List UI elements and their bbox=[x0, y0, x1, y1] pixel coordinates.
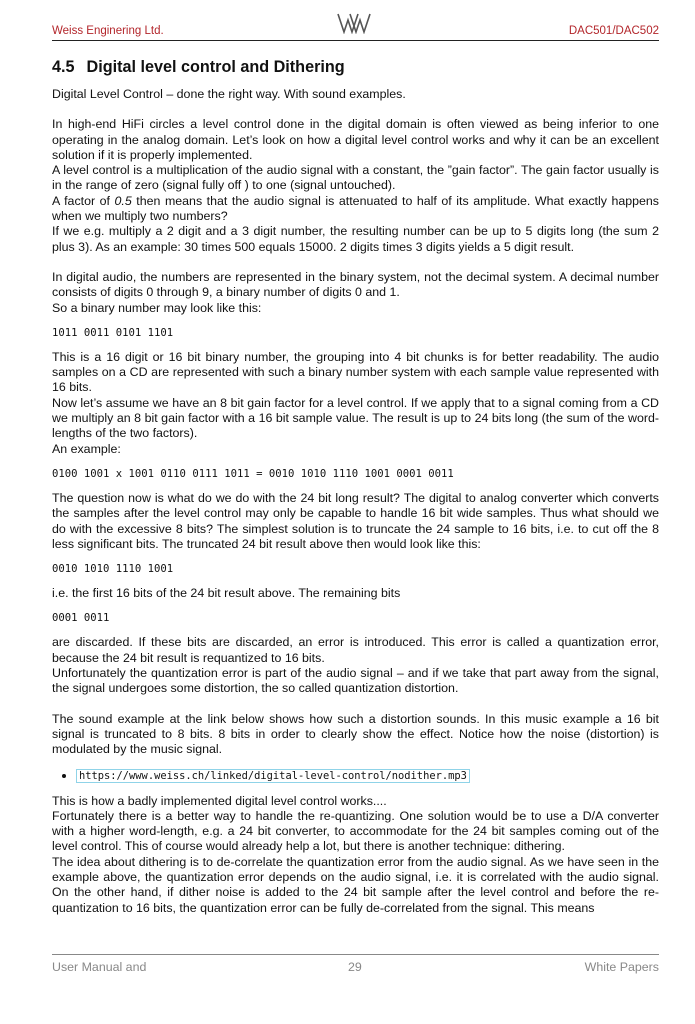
page-number: 29 bbox=[348, 960, 362, 974]
weiss-logo-icon bbox=[336, 12, 372, 34]
emphasis: 0.5 bbox=[114, 193, 132, 208]
paragraph: are discarded. If these bits are discarded, an error is introduced. This error is called a quantization error, because the 24 bit result is requantized to 16 bits. bbox=[52, 635, 659, 665]
link-list bbox=[52, 768, 659, 784]
paragraph: Unfortunately the quantization error is part of the audio signal – and if we take that part away from the signal, the signal undergoes some distortion, the so called quantization distortion. bbox=[52, 666, 659, 696]
paragraph: Fortunately there is a better way to handle the re-quantizing. One solution would be to use a D/A converter with a higher word-length, e.g. a 24 bit converter, to accommodate for the 24 bit samples coming out of the level control. This of course would already help a lot, but there is another technique: dithering. bbox=[52, 808, 659, 854]
paragraph: The sound example at the link below shows how such a distortion sounds. In this music example a 16 bit signal is truncated to 8 bits. 8 bits in order to clearly show the effect. Notice how the noise (distortion) is modulated by the music signal. bbox=[52, 711, 659, 757]
paragraph: This is how a badly implemented digital level control works.... bbox=[52, 793, 387, 808]
paragraph: Digital Level Control – done the right way. With sound examples. bbox=[52, 87, 406, 101]
paragraph: So a binary number may look like this: bbox=[52, 300, 262, 315]
footer-right: White Papers bbox=[584, 960, 659, 974]
code-remaining: 0001 0011 bbox=[52, 612, 110, 625]
paragraph: The idea about dithering is to de-correlate the quantization error from the audio signal. As we have seen in the example above, the quantization error depends on the audio signal, i.e. it is correlated with the audio signal. On the other hand, if dither noise is added to the 24 bit sample after the level control and before the re-quantization to 16 bits, the quantization error can be fully de-correlated from the signal. This means bbox=[52, 854, 659, 915]
sound-example-link[interactable]: https://www.weiss.ch/linked/digital-level-control/nodither.mp3 bbox=[76, 769, 470, 783]
paragraph: i.e. the first 16 bits of the 24 bit result above. The remaining bits bbox=[52, 586, 401, 601]
code-multiplication: 0100 1001 x 1001 0110 0111 1011 = 0010 1010 1110 1001 0001 0011 bbox=[52, 467, 454, 480]
page-header bbox=[52, 10, 659, 41]
paragraph: In digital audio, the numbers are represented in the binary system, not the decimal system. A decimal number consists of digits 0 through 9, a binary number of digits 0 and 1. bbox=[52, 269, 659, 300]
footer-left: User Manual and bbox=[52, 960, 147, 974]
paragraph: An example: bbox=[52, 441, 121, 456]
section-title: Digital level control and Dithering bbox=[86, 58, 345, 76]
paragraph: In high-end HiFi circles a level control done in the digital domain is often viewed as being inferior to one operating in the analog domain. Let’s look on how a digital level control works and why it can be an excellent solution if it is properly implemented. bbox=[52, 117, 659, 162]
section-number: 4.5 bbox=[52, 58, 75, 76]
paragraph: Now let’s assume we have an 8 bit gain factor for a level control. If we apply that to a signal coming from a CD we multiply an 8 bit gain factor with a 16 bit sample value. The result is up to 24 bits long (the sum of the word-lengths of the two factors). bbox=[52, 395, 659, 441]
list-item bbox=[76, 768, 659, 784]
header-model: DAC501/DAC502 bbox=[568, 25, 659, 37]
paragraph: If we e.g. multiply a 2 digit and a 3 digit number, the resulting number can be up to 5 digits long (the sum 2 plus 3). As an example: 30 times 500 equals 15000. 2 digits times 3 digits yields a 5 digit result. bbox=[52, 224, 659, 254]
paragraph: A level control is a multiplication of the audio signal with a constant, the ”gain factor”. The gain factor usually is in the range of zero (signal fully off ) to one (signal untouched). bbox=[52, 163, 659, 193]
page-content bbox=[52, 58, 659, 916]
section-heading bbox=[52, 58, 659, 77]
paragraph: The question now is what do we do with the 24 bit long result? The digital to analog converter which converts the samples after the level control may only be capable to handle 16 bit wide samples. Thus what should we do with the excessive 8 bits? The simplest solution is to truncate the 24 sample to 16 bits, i.e. to cut off the 8 less significant bits. The truncated 24 bit result above then would look like this: bbox=[52, 490, 659, 551]
paragraph: A factor of 0.5 then means that the audio signal is attenuated to half of its amplitude. What exactly happens when we multiply two numbers? bbox=[52, 193, 660, 224]
header-company: Weiss Enginering Ltd. bbox=[52, 25, 164, 37]
code-truncated: 0010 1010 1110 1001 bbox=[52, 563, 174, 576]
paragraph: This is a 16 digit or 16 bit binary number, the grouping into 4 bit chunks is for better readability. The audio samples on a CD are represented with such a binary number system with each sample value represented with 16 bits. bbox=[52, 349, 659, 395]
code-binary: 1011 0011 0101 1101 bbox=[52, 326, 174, 339]
page-footer bbox=[52, 954, 659, 979]
